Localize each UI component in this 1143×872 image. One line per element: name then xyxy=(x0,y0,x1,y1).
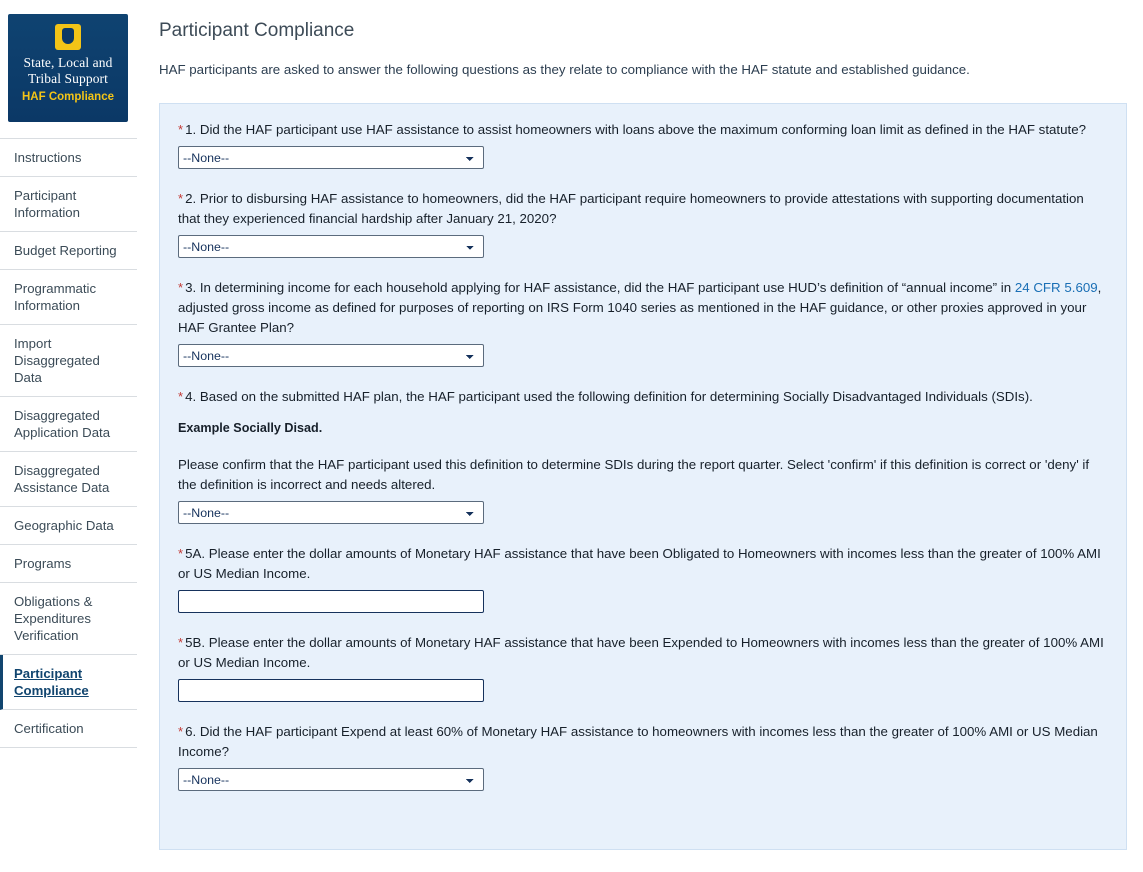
sidebar-item-label: Instructions xyxy=(14,150,82,165)
required-marker: * xyxy=(178,280,184,295)
question-1-picklist[interactable] xyxy=(178,146,484,169)
sidebar-item-label: Certification xyxy=(14,721,84,736)
page-title: Participant Compliance xyxy=(159,20,355,41)
sidebar-item-disaggregated-assistance-data[interactable] xyxy=(0,452,137,507)
question-5b xyxy=(178,633,1108,702)
required-marker: * xyxy=(178,389,184,404)
required-marker: * xyxy=(178,724,184,739)
question-1-text: 1. Did the HAF participant use HAF assistance to assist homeowners with loans above the maximum conforming loan limit as defined in the HAF statute? xyxy=(185,122,1086,137)
required-marker: * xyxy=(178,635,184,650)
question-5a-text: 5A. Please enter the dollar amounts of Monetary HAF assistance that have been Obligated to Homeowners with incomes less than the greater of 100% AMI or US Median Income. xyxy=(178,546,1101,581)
brand-title: State, Local and Tribal Support xyxy=(23,55,113,86)
question-4-definition: Example Socially Disad. xyxy=(178,421,323,435)
question-4-picklist[interactable] xyxy=(178,501,484,524)
sidebar-item-label: Participant Information xyxy=(14,188,80,220)
sidebar-item-programs[interactable] xyxy=(0,545,137,583)
sidebar-item-programmatic-information[interactable] xyxy=(0,270,137,325)
sidebar xyxy=(0,0,137,872)
required-marker: * xyxy=(178,122,184,137)
sidebar-item-label: Obligations & Expenditures Verification xyxy=(14,594,93,643)
question-2-text: 2. Prior to disbursing HAF assistance to homeowners, did the HAF participant require homeowners to provide attestations with supporting documentation that they experienced financial hardship after January 21, 2020? xyxy=(178,191,1084,226)
question-6-text: 6. Did the HAF participant Expend at least 60% of Monetary HAF assistance to homeowners with incomes less than the greater of 100% AMI or US Median Income? xyxy=(178,724,1098,759)
question-2 xyxy=(178,189,1108,258)
question-4-confirm-text: Please confirm that the HAF participant used this definition to determine SDIs during the report quarter. Select 'confirm' if this definition is correct or 'deny' if the definition is incorrect and needs altered. xyxy=(178,457,1090,492)
question-6-label xyxy=(178,722,1108,762)
sidebar-item-label: Programs xyxy=(14,556,72,571)
page-intro: HAF participants are asked to answer the following questions as they relate to compliance with the HAF statute and established guidance. xyxy=(159,62,970,77)
sidebar-item-label: Budget Reporting xyxy=(14,243,117,258)
question-4-label xyxy=(178,387,1108,407)
question-5a-input[interactable] xyxy=(178,590,484,613)
main-content xyxy=(137,0,1143,872)
sidebar-item-import-disaggregated-data[interactable] xyxy=(0,325,137,397)
question-2-picklist[interactable] xyxy=(178,235,484,258)
question-1 xyxy=(178,120,1108,169)
question-3-text-after-link: , adjusted gross income as defined for purposes of reporting on IRS Form 1040 series as mentioned in the HAF guidance, or other proxies approved in your HAF Grantee Plan? xyxy=(178,280,1102,335)
question-3-label xyxy=(178,278,1108,338)
shield-seal-icon xyxy=(55,24,81,50)
sidebar-item-geographic-data[interactable] xyxy=(0,507,137,545)
brand-header xyxy=(8,14,128,122)
sidebar-item-instructions[interactable] xyxy=(0,139,137,177)
question-5b-text: 5B. Please enter the dollar amounts of Monetary HAF assistance that have been Expended to Homeowners with incomes less than the greater of 100% AMI or US Median Income. xyxy=(178,635,1104,670)
sidebar-item-label: Geographic Data xyxy=(14,518,114,533)
required-marker: * xyxy=(178,546,184,561)
question-5b-label xyxy=(178,633,1108,673)
sidebar-nav xyxy=(0,138,137,748)
sidebar-item-certification[interactable] xyxy=(0,710,137,748)
question-5a xyxy=(178,544,1108,613)
compliance-form-panel xyxy=(159,103,1127,850)
question-2-label xyxy=(178,189,1108,229)
sidebar-item-label: Disaggregated Application Data xyxy=(14,408,111,440)
sidebar-item-label: Participant Compliance xyxy=(14,666,89,698)
sidebar-item-budget-reporting[interactable] xyxy=(0,232,137,270)
sidebar-item-obligations-expenditures-verification[interactable] xyxy=(0,583,137,655)
question-4 xyxy=(178,387,1108,524)
question-6 xyxy=(178,722,1108,791)
question-3-text-before-link: 3. In determining income for each household applying for HAF assistance, did the HAF participant use HUD’s definition of “annual income” in xyxy=(185,280,1015,295)
sidebar-item-label: Programmatic Information xyxy=(14,281,97,313)
question-5b-input[interactable] xyxy=(178,679,484,702)
question-1-label xyxy=(178,120,1108,140)
brand-subtitle: HAF Compliance xyxy=(21,91,114,103)
required-marker: * xyxy=(178,191,184,206)
question-6-picklist[interactable] xyxy=(178,768,484,791)
question-5a-label xyxy=(178,544,1108,584)
cfr-5609-link[interactable]: 24 CFR 5.609 xyxy=(1014,280,1098,295)
question-3-picklist[interactable] xyxy=(178,344,484,367)
sidebar-item-participant-compliance[interactable] xyxy=(0,655,137,710)
question-3 xyxy=(178,278,1108,367)
sidebar-item-label: Import Disaggregated Data xyxy=(14,336,100,385)
question-4-text: 4. Based on the submitted HAF plan, the HAF participant used the following definition for determining Socially Disadvantaged Individuals (SDIs). xyxy=(185,389,1033,404)
sidebar-item-disaggregated-application-data[interactable] xyxy=(0,397,137,452)
sidebar-item-participant-information[interactable] xyxy=(0,177,137,232)
sidebar-item-label: Disaggregated Assistance Data xyxy=(14,463,110,495)
